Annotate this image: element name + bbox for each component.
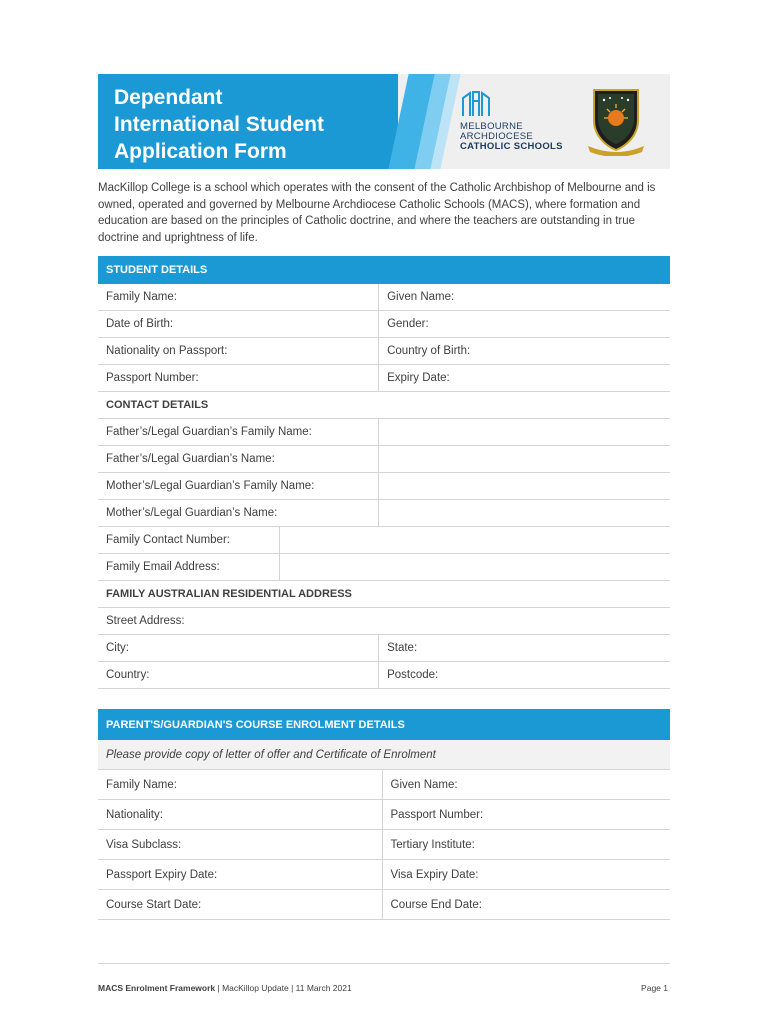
expiry-date-field[interactable]: Expiry Date: — [379, 365, 670, 392]
table-row — [98, 419, 670, 446]
title-line: Application Form — [114, 140, 287, 163]
table-row — [98, 890, 670, 920]
logo-line: MELBOURNE — [460, 121, 523, 132]
family-email-field[interactable] — [279, 554, 670, 581]
family-contact-number-label: Family Contact Number: — [98, 527, 279, 554]
state-field[interactable]: State: — [379, 635, 670, 662]
visa-expiry-date-field[interactable]: Visa Expiry Date: — [382, 860, 670, 890]
footer-update: MacKillop Update — [222, 983, 289, 993]
parent-nationality-field[interactable]: Nationality: — [98, 800, 382, 830]
table-row — [98, 662, 670, 689]
table-row — [98, 500, 670, 527]
date-of-birth-field[interactable]: Date of Birth: — [98, 311, 379, 338]
city-field[interactable]: City: — [98, 635, 379, 662]
given-name-field[interactable]: Given Name: — [379, 284, 670, 311]
father-name-field[interactable] — [379, 446, 670, 473]
passport-expiry-date-field[interactable]: Passport Expiry Date: — [98, 860, 382, 890]
macs-cross-icon — [460, 90, 492, 118]
father-family-name-field[interactable] — [379, 419, 670, 446]
section-subheader — [98, 392, 670, 419]
table-row — [98, 338, 670, 365]
footer-separator: | — [215, 983, 223, 993]
college-crest-icon — [586, 86, 646, 156]
visa-subclass-field[interactable]: Visa Subclass: — [98, 830, 382, 860]
table-row — [98, 770, 670, 800]
family-name-field[interactable]: Family Name: — [98, 284, 379, 311]
country-field[interactable]: Country: — [98, 662, 379, 689]
macs-logo — [460, 90, 580, 156]
section-header — [98, 710, 670, 740]
course-enrolment-table — [98, 709, 670, 920]
page-footer — [98, 983, 670, 993]
parent-family-name-field[interactable]: Family Name: — [98, 770, 382, 800]
country-of-birth-field[interactable]: Country of Birth: — [379, 338, 670, 365]
instruction-text: Please provide copy of letter of offer and Certificate of Enrolment — [98, 740, 670, 770]
passport-number-field[interactable]: Passport Number: — [98, 365, 379, 392]
nationality-passport-field[interactable]: Nationality on Passport: — [98, 338, 379, 365]
table-row — [98, 446, 670, 473]
street-address-field[interactable]: Street Address: — [98, 608, 670, 635]
footer-separator: | — [288, 983, 296, 993]
form-header — [98, 74, 670, 169]
course-start-date-field[interactable]: Course Start Date: — [98, 890, 382, 920]
title-line: International Student — [114, 113, 324, 136]
section-header — [98, 257, 670, 284]
table-row — [98, 554, 670, 581]
postcode-field[interactable]: Postcode: — [379, 662, 670, 689]
table-row — [98, 800, 670, 830]
section-header-label: CONTACT DETAILS — [98, 392, 670, 419]
logo-line: ARCHDIOCESE — [460, 131, 533, 142]
footer-framework: MACS Enrolment Framework — [98, 983, 216, 993]
logo-line: CATHOLIC SCHOOLS — [460, 141, 563, 152]
table-row — [98, 365, 670, 392]
section-subheader — [98, 581, 670, 608]
father-name-label: Father’s/Legal Guardian’s Name: — [98, 446, 379, 473]
footer-date: 11 March 2021 — [295, 983, 352, 993]
footer-divider — [98, 963, 670, 964]
table-row — [98, 527, 670, 554]
mother-family-name-field[interactable] — [379, 473, 670, 500]
table-row — [98, 608, 670, 635]
family-email-label: Family Email Address: — [98, 554, 279, 581]
table-row — [98, 860, 670, 890]
table-row — [98, 311, 670, 338]
tertiary-institute-field[interactable]: Tertiary Institute: — [382, 830, 670, 860]
table-row — [98, 830, 670, 860]
section-header-label: STUDENT DETAILS — [98, 257, 670, 284]
mother-name-label: Mother’s/Legal Guardian’s Name: — [98, 500, 379, 527]
course-end-date-field[interactable]: Course End Date: — [382, 890, 670, 920]
intro-paragraph: MacKillop College is a school which operates with the consent of the Catholic Archbishop of Melbourne and is owned, operated and governed by Melbourne Archdiocese Catholic Schools (MACS), where formation and education are based on the principles of Catholic doctrine, and where the teachers are outstanding in true doctrine and uprightness of life. — [98, 182, 656, 244]
page-number: Page 1 — [641, 983, 668, 993]
father-family-name-label: Father’s/Legal Guardian’s Family Name: — [98, 419, 379, 446]
section-header-label: PARENT'S/GUARDIAN'S COURSE ENROLMENT DETAILS — [98, 710, 670, 740]
parent-passport-number-field[interactable]: Passport Number: — [382, 800, 670, 830]
section-header-label: FAMILY AUSTRALIAN RESIDENTIAL ADDRESS — [98, 581, 670, 608]
mother-name-field[interactable] — [379, 500, 670, 527]
parent-given-name-field[interactable]: Given Name: — [382, 770, 670, 800]
table-row — [98, 635, 670, 662]
form-title — [114, 84, 374, 165]
table-row — [98, 473, 670, 500]
mother-family-name-label: Mother’s/Legal Guardian’s Family Name: — [98, 473, 379, 500]
title-line: Dependant — [114, 86, 223, 109]
macs-logo-text — [460, 122, 563, 152]
instruction-row — [98, 740, 670, 770]
gender-field[interactable]: Gender: — [379, 311, 670, 338]
table-row — [98, 284, 670, 311]
student-details-table — [98, 256, 670, 689]
family-contact-number-field[interactable] — [279, 527, 670, 554]
